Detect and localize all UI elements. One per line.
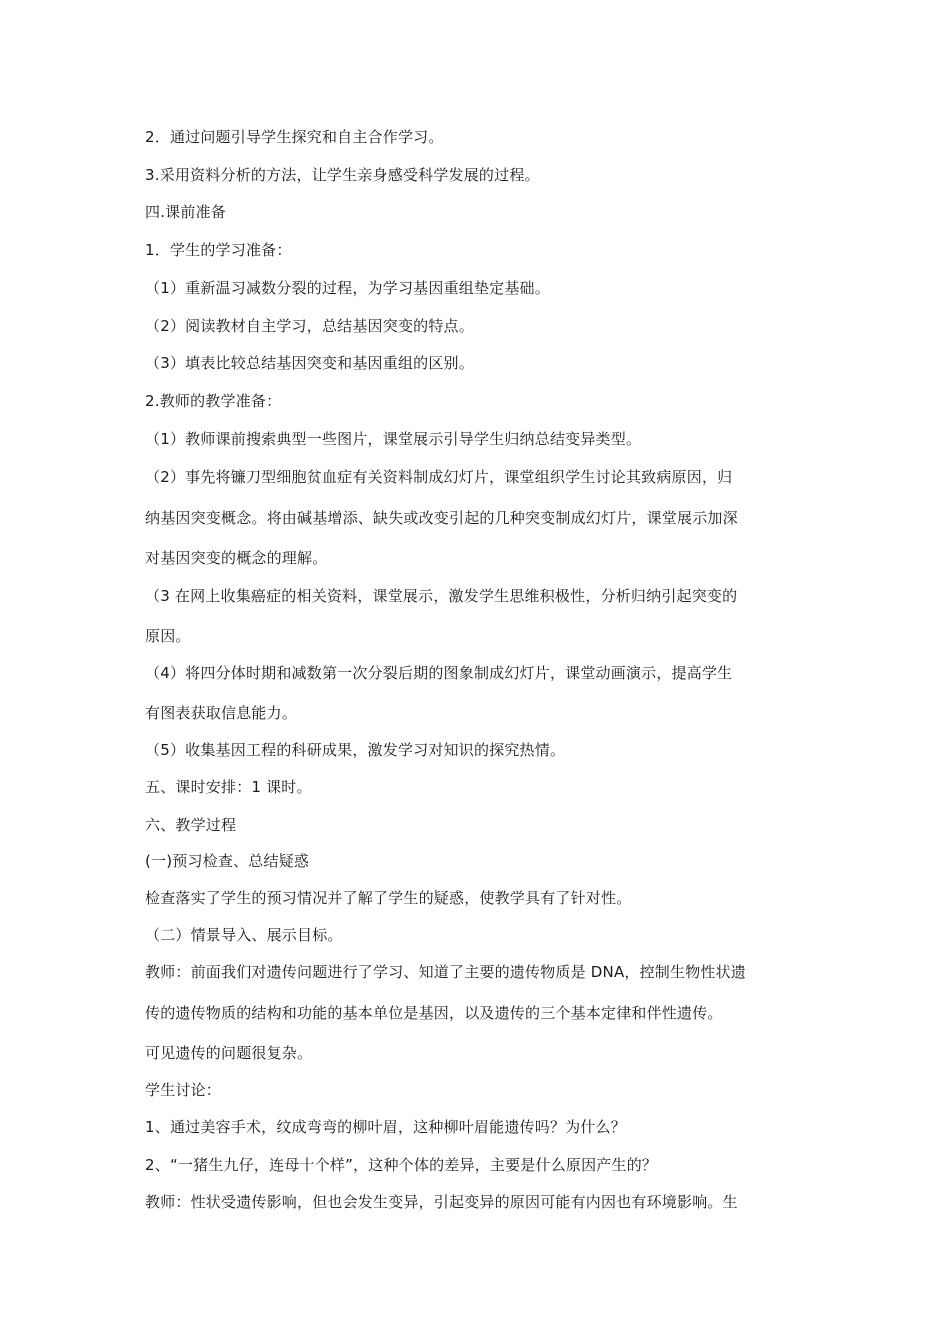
text-line: 2．通过问题引导学生探究和自主合作学习。	[145, 128, 444, 146]
subsection-heading: (一)预习检查、总结疑惑	[145, 852, 310, 870]
text-line: 传的遗传物质的结构和功能的基本单位是基因，以及遗传的三个基本定律和伴性遗传。	[145, 1004, 723, 1022]
text-line: 纳基因突变概念。将由碱基增添、缺失或改变引起的几种突变制成幻灯片，课堂展示加深	[145, 509, 738, 527]
text-line: 教师：性状受遗传影响，但也会发生变异，引起变异的原因可能有内因也有环境影响。生	[145, 1193, 738, 1211]
text-line: 检查落实了学生的预习情况并了解了学生的疑惑，使教学具有了针对性。	[145, 889, 632, 907]
text-line: （2）阅读教材自主学习，总结基因突变的特点。	[145, 317, 474, 335]
text-line: （1）重新温习减数分裂的过程，为学习基因重组垫定基础。	[145, 279, 550, 297]
section-heading: 五、课时安排：1 课时。	[145, 778, 312, 796]
text-line: 3.采用资料分析的方法，让学生亲身感受科学发展的过程。	[145, 166, 540, 184]
text-line: 有图表获取信息能力。	[145, 704, 298, 722]
text-line: 原因。	[145, 627, 191, 645]
subsection-heading: （二）情景导入、展示目标。	[145, 926, 343, 944]
text-line: （2）事先将镰刀型细胞贫血症有关资料制成幻灯片，课堂组织学生讨论其致病原因，归	[145, 468, 733, 486]
section-heading: 四.课前准备	[145, 203, 226, 221]
text-line: 学生讨论：	[145, 1081, 222, 1099]
section-heading: 六、教学过程	[145, 816, 237, 834]
text-line: （3）填表比较总结基因突变和基因重组的区别。	[145, 354, 474, 372]
text-line: （3 在网上收集癌症的相关资料，课堂展示，激发学生思维积极性，分析归纳引起突变的	[145, 587, 738, 605]
text-line: 1．学生的学习准备：	[145, 241, 292, 259]
text-line: （1）教师课前搜索典型一些图片，课堂展示引导学生归纳总结变异类型。	[145, 430, 642, 448]
text-line: 2、“一猪生九仔，连母十个样”，这种个体的差异，主要是什么原因产生的？	[145, 1156, 658, 1174]
text-line: 对基因突变的概念的理解。	[145, 549, 328, 567]
text-line: 1、通过美容手术，纹成弯弯的柳叶眉，这种柳叶眉能遗传吗？为什么？	[145, 1118, 626, 1136]
text-line: 教师：前面我们对遗传问题进行了学习、知道了主要的遗传物质是 DNA，控制生物性状遗	[145, 963, 747, 981]
text-line: 2.教师的教学准备：	[145, 392, 282, 410]
text-line: （5）收集基因工程的科研成果，激发学习对知识的探究热情。	[145, 741, 566, 759]
text-line: 可见遗传的问题很复杂。	[145, 1044, 313, 1062]
text-line: （4）将四分体时期和减数第一次分裂后期的图象制成幻灯片，课堂动画演示，提高学生	[145, 664, 733, 682]
